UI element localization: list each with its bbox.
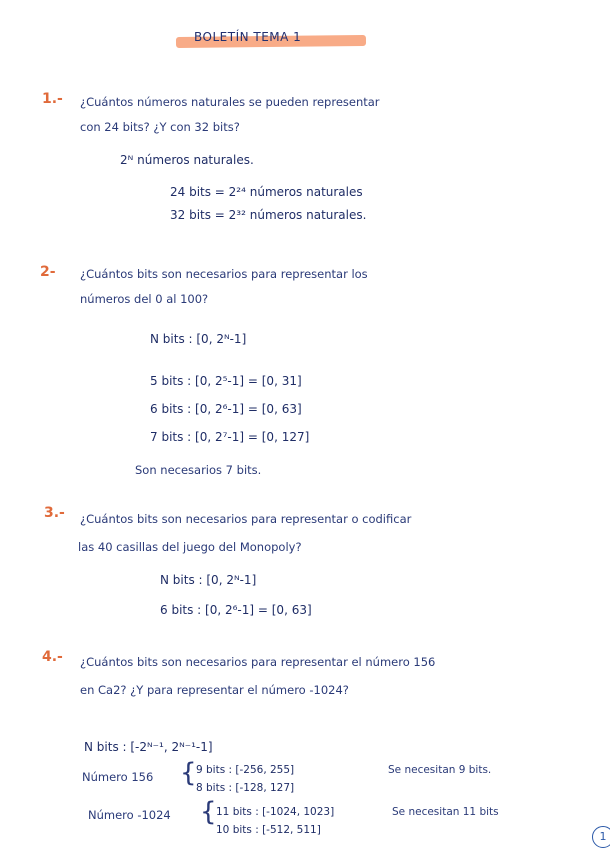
q1-answer-32: 32 bits = 2³² números naturales. [170, 208, 367, 222]
q2-range: N bits : [0, 2ᴺ-1] [150, 332, 247, 346]
q2-text-line2: números del 0 al 100? [80, 292, 209, 306]
q3-text-line2: las 40 casillas del juego del Monopoly? [78, 540, 302, 554]
q4-label-156: Número 156 [82, 770, 154, 784]
q2-text-line1: ¿Cuántos bits son necesarios para representar los [80, 267, 368, 281]
q2-5bits: 5 bits : [0, 2⁵-1] = [0, 31] [150, 374, 302, 388]
q4-label-1024: Número -1024 [88, 808, 171, 822]
q1-text-line2: con 24 bits? ¿Y con 32 bits? [80, 120, 240, 134]
q3-number: 3.- [44, 505, 65, 521]
title-block [176, 30, 366, 48]
q3-text-line1: ¿Cuántos bits son necesarios para representar o codificar [80, 512, 412, 526]
q2-conclusion: Son necesarios 7 bits. [135, 463, 262, 477]
page-title: BOLETÍN TEMA 1 [194, 30, 302, 44]
q4-number: 4.- [42, 649, 63, 665]
q4-text-line1: ¿Cuántos bits son necesarios para representar el número 156 [80, 655, 436, 669]
q2-7bits: 7 bits : [0, 2⁷-1] = [0, 127] [150, 430, 310, 444]
q4-9bits: 9 bits : [-256, 255] [196, 764, 295, 776]
q1-answer-24: 24 bits = 2²⁴ números naturales [170, 185, 363, 199]
q4-needs-156: Se necesitan 9 bits. [388, 764, 492, 776]
brace-1024: { [200, 797, 217, 827]
q1-number: 1.- [42, 91, 63, 107]
q4-needs-1024: Se necesitan 11 bits [392, 806, 499, 818]
page-number: 1 [592, 826, 610, 848]
q1-rule: 2ᴺ números naturales. [120, 153, 254, 167]
q4-11bits: 11 bits : [-1024, 1023] [216, 806, 335, 818]
brace-156: { [180, 758, 197, 788]
q4-range: N bits : [-2ᴺ⁻¹, 2ᴺ⁻¹-1] [84, 740, 213, 754]
q3-6bits: 6 bits : [0, 2⁶-1] = [0, 63] [160, 603, 312, 617]
q3-range: N bits : [0, 2ᴺ-1] [160, 573, 257, 587]
q4-8bits: 8 bits : [-128, 127] [196, 782, 295, 794]
q2-6bits: 6 bits : [0, 2⁶-1] = [0, 63] [150, 402, 302, 416]
q4-text-line2: en Ca2? ¿Y para representar el número -1024? [80, 683, 349, 697]
q4-10bits: 10 bits : [-512, 511] [216, 824, 321, 836]
q2-number: 2- [40, 264, 56, 280]
q1-text-line1: ¿Cuántos números naturales se pueden representar [80, 95, 380, 109]
